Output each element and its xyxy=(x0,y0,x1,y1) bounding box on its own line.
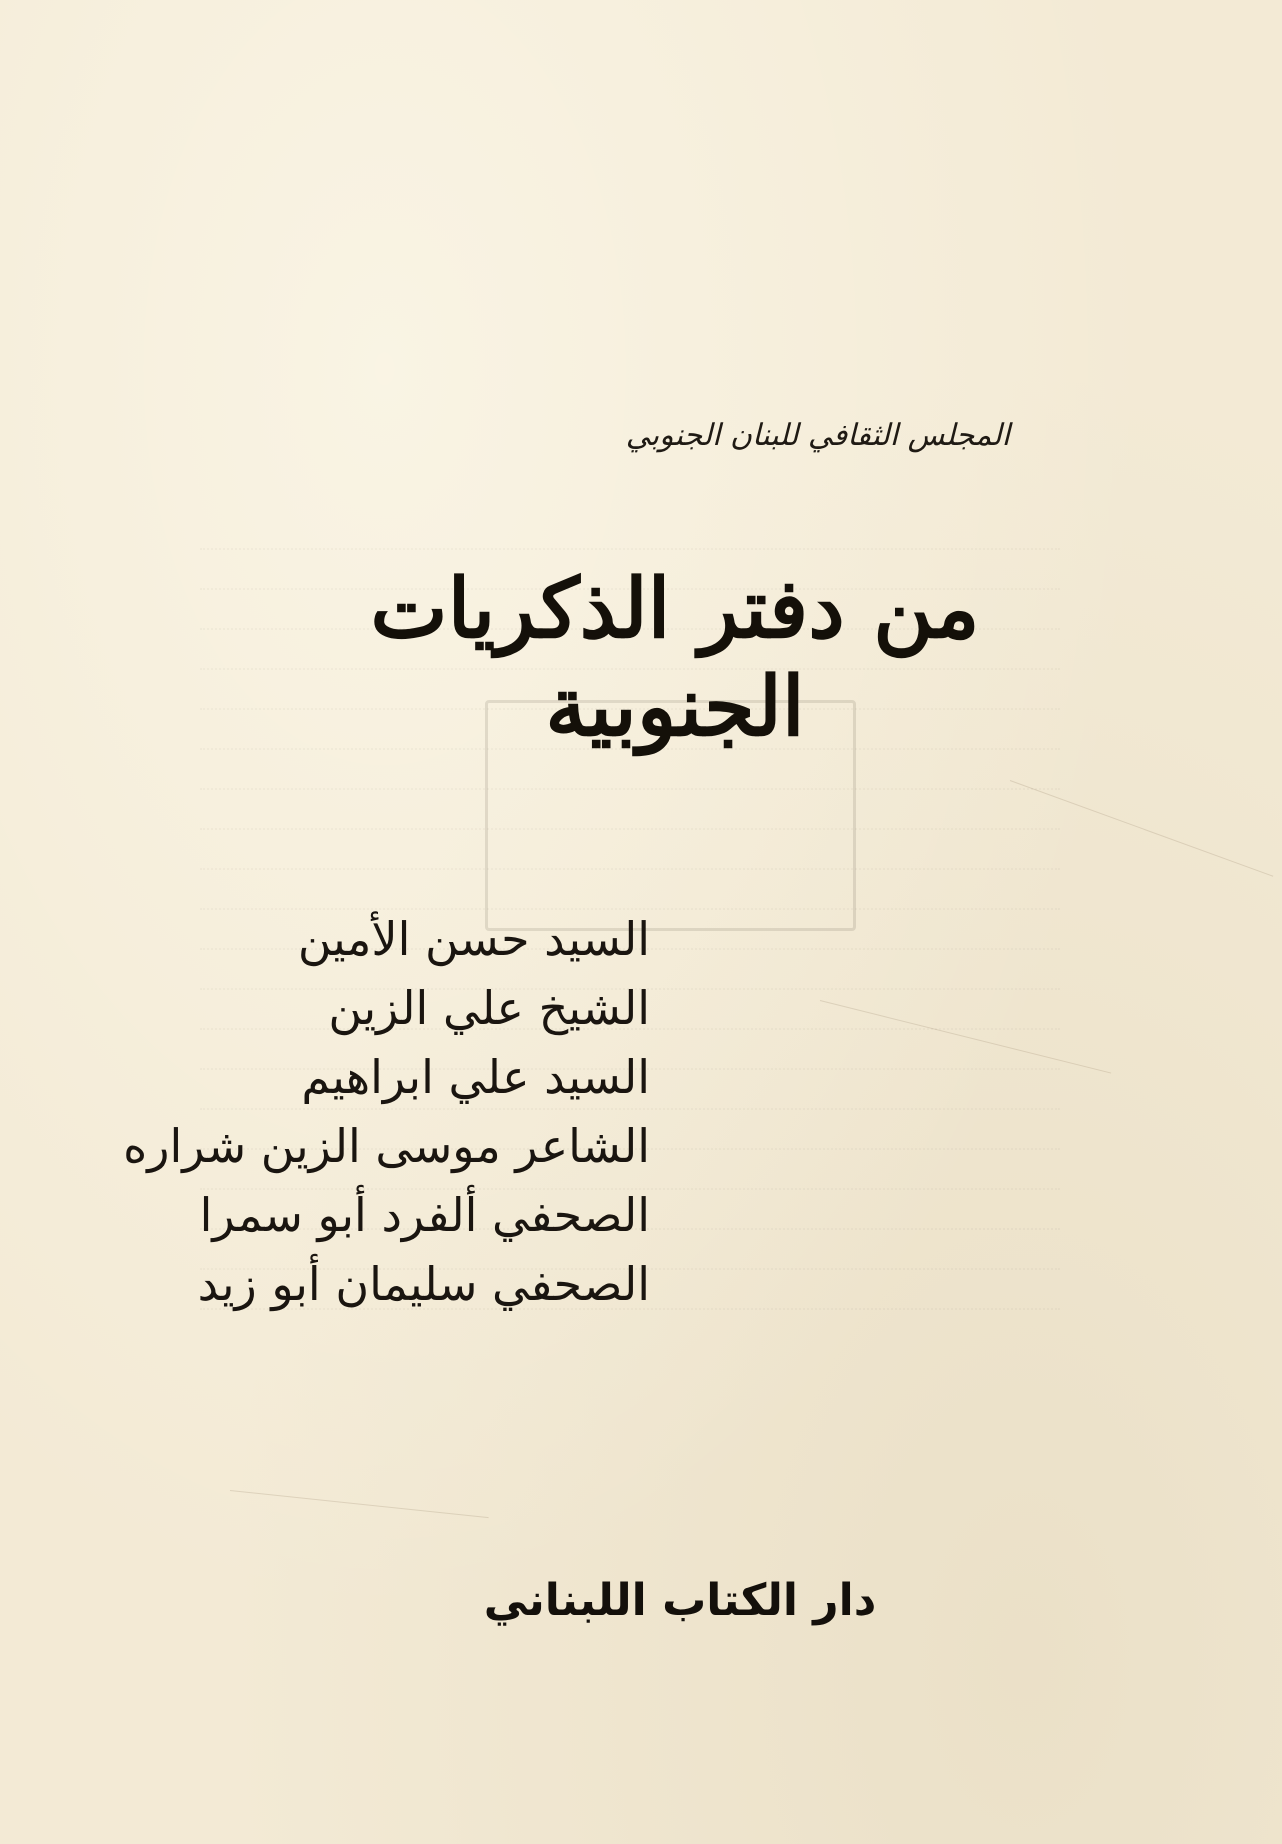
author-list xyxy=(123,905,650,1319)
publisher-name: دار الكتاب اللبناني xyxy=(483,1575,877,1626)
paper-crease xyxy=(230,1490,489,1518)
author-name: الصحفي ألفرد أبو سمرا xyxy=(199,1188,650,1242)
paper-crease xyxy=(1010,780,1273,877)
author-name: الشيخ علي الزين xyxy=(328,981,650,1035)
paper-crease xyxy=(820,1000,1111,1074)
author-name: الشاعر موسى الزين شراره xyxy=(123,1119,650,1173)
book-title: من دفتر الذكريات الجنوبية xyxy=(370,561,980,756)
organization-name: المجلس الثقافي للبنان الجنوبي xyxy=(625,418,1010,453)
author-name: الصحفي سليمان أبو زيد xyxy=(197,1257,650,1311)
author-name: السيد علي ابراهيم xyxy=(301,1050,650,1104)
author-name: السيد حسن الأمين xyxy=(297,912,650,966)
